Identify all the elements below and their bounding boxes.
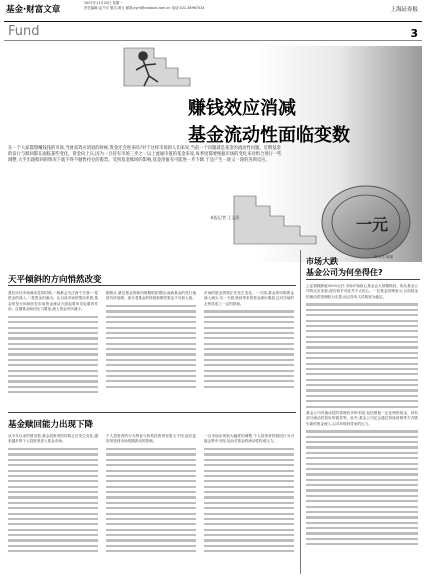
article-column: [8, 291, 98, 396]
headline-line-1: 赚钱效应消减: [188, 98, 296, 119]
page-number: 3: [410, 27, 418, 40]
article-text: 上证指数跌破5000点后,市场开始担心基金会大规模赎回。但从基金公司的反应来看,他们似乎对此并不太担心。一位基金经理表示,目前基金的流动性管理较为完善,而且持有人结构较为稳定。: [306, 284, 418, 299]
text-placeholder: [306, 303, 418, 407]
text-placeholder: [204, 448, 294, 552]
section-rule: [4, 40, 422, 41]
article-text: 我们评估市场流动性的时候,一般都会关注两个方面:一是资金的流入,二是资金的流出。从目前市场的情况来看,基金的发行和赎回在市场资金流动方面起着举足轻重的作用。近期基金赎回压力增加,流入资金有所减少。: [8, 291, 98, 312]
article-title-rule: [8, 285, 296, 286]
article-title: 基金赎回能力出现下降: [8, 420, 94, 430]
section-label: Fund: [8, 24, 40, 39]
article-text: 市场的资金供需正在发生变化。一方面,基金的申购资金流入减少;另一方面,赎回带来的资金流出增加,这对市场的走势造成了一定的影响。: [204, 291, 294, 306]
lead-paragraph: 在一个大家都想赚钱钱的市场,当财富效应消退的时候,资金还会进来吗?对于这样市场的人们来说,当前一个问题就是基金的流动性问题。近期基金的发行与赎回都在面临某些变化。资金向上压,因为一旦持有市场三步之一以上流通市值的基金来说,每季度都要根据市场的变化来对组合进行一些调整,大手出现赎回的情况下就不得不抛售持仓的股票。受到基金赎回的影响,基金净值有可能进一步下降,于是产生一轮又一轮的连锁反应。: [8, 146, 282, 164]
article-column: [306, 284, 418, 549]
article-text: 一旦市场出现较大幅度的调整,个人投资者的赎回行为可能会集中出现,从而对基金的流动性构成压力。: [204, 434, 294, 444]
text-placeholder: [8, 316, 98, 393]
article-text: 个人投资者的行为特征与机构投资者有很大不同,他们更容易受到市场短期波动的影响。: [106, 434, 196, 444]
article-text: 据统计,最近基金的赎回规模明显增加,而新基金的发行速度有所放缓。部分老基金的持续营销效果也不尽如人意。: [106, 291, 196, 301]
text-placeholder: [8, 448, 98, 552]
newspaper-name: 上海证券报: [390, 7, 418, 13]
article-divider: [8, 412, 296, 413]
article-column: [204, 291, 294, 391]
article-column: [8, 434, 98, 556]
article-title: 市场大跌: [306, 257, 338, 266]
illustration-credit: 黄永伟 制图: [374, 255, 394, 259]
article-title: 天平倾斜的方向悄然改变: [8, 275, 102, 285]
article-column: [204, 434, 294, 556]
author-credit: 本报记者 王文清: [210, 215, 240, 220]
issue-date: 2007年11月20日 星期一: [84, 1, 123, 5]
article-text: 从今年以来的情况看,基金投资者的结构正在发生变化,越来越多的个人投资者进入基金市场。: [8, 434, 98, 444]
text-placeholder: [204, 310, 294, 387]
coin-text: 一元: [356, 215, 389, 234]
header-rule: [4, 21, 422, 22]
text-placeholder: [106, 305, 196, 388]
newspaper-section-brand: 基金·财富文章: [6, 5, 61, 15]
editor-contacts: 责任编辑:孟令宗 版式:黄玉 邮箱:zym@cnstock.com.cn 电话:021-38967524: [84, 6, 205, 10]
article-title-rule: [306, 279, 420, 280]
article-column: [106, 434, 196, 556]
article-text: 基金公司对流动性的管理有多种手段,包括保留一定比例的现金、持有部分流动性较好的债券等。此外,基金公司还会通过持续营销等方式吸引新的资金流入,以对冲赎回带来的压力。: [306, 410, 418, 426]
article-subtitle: 基金公司为何坐得住?: [306, 268, 383, 277]
headline-line-2: 基金流动性面临变数: [188, 125, 350, 146]
text-placeholder: [306, 430, 418, 545]
article-column: [106, 291, 196, 391]
issue-info: [84, 1, 205, 11]
column-separator: [300, 250, 301, 574]
text-placeholder: [106, 448, 196, 552]
